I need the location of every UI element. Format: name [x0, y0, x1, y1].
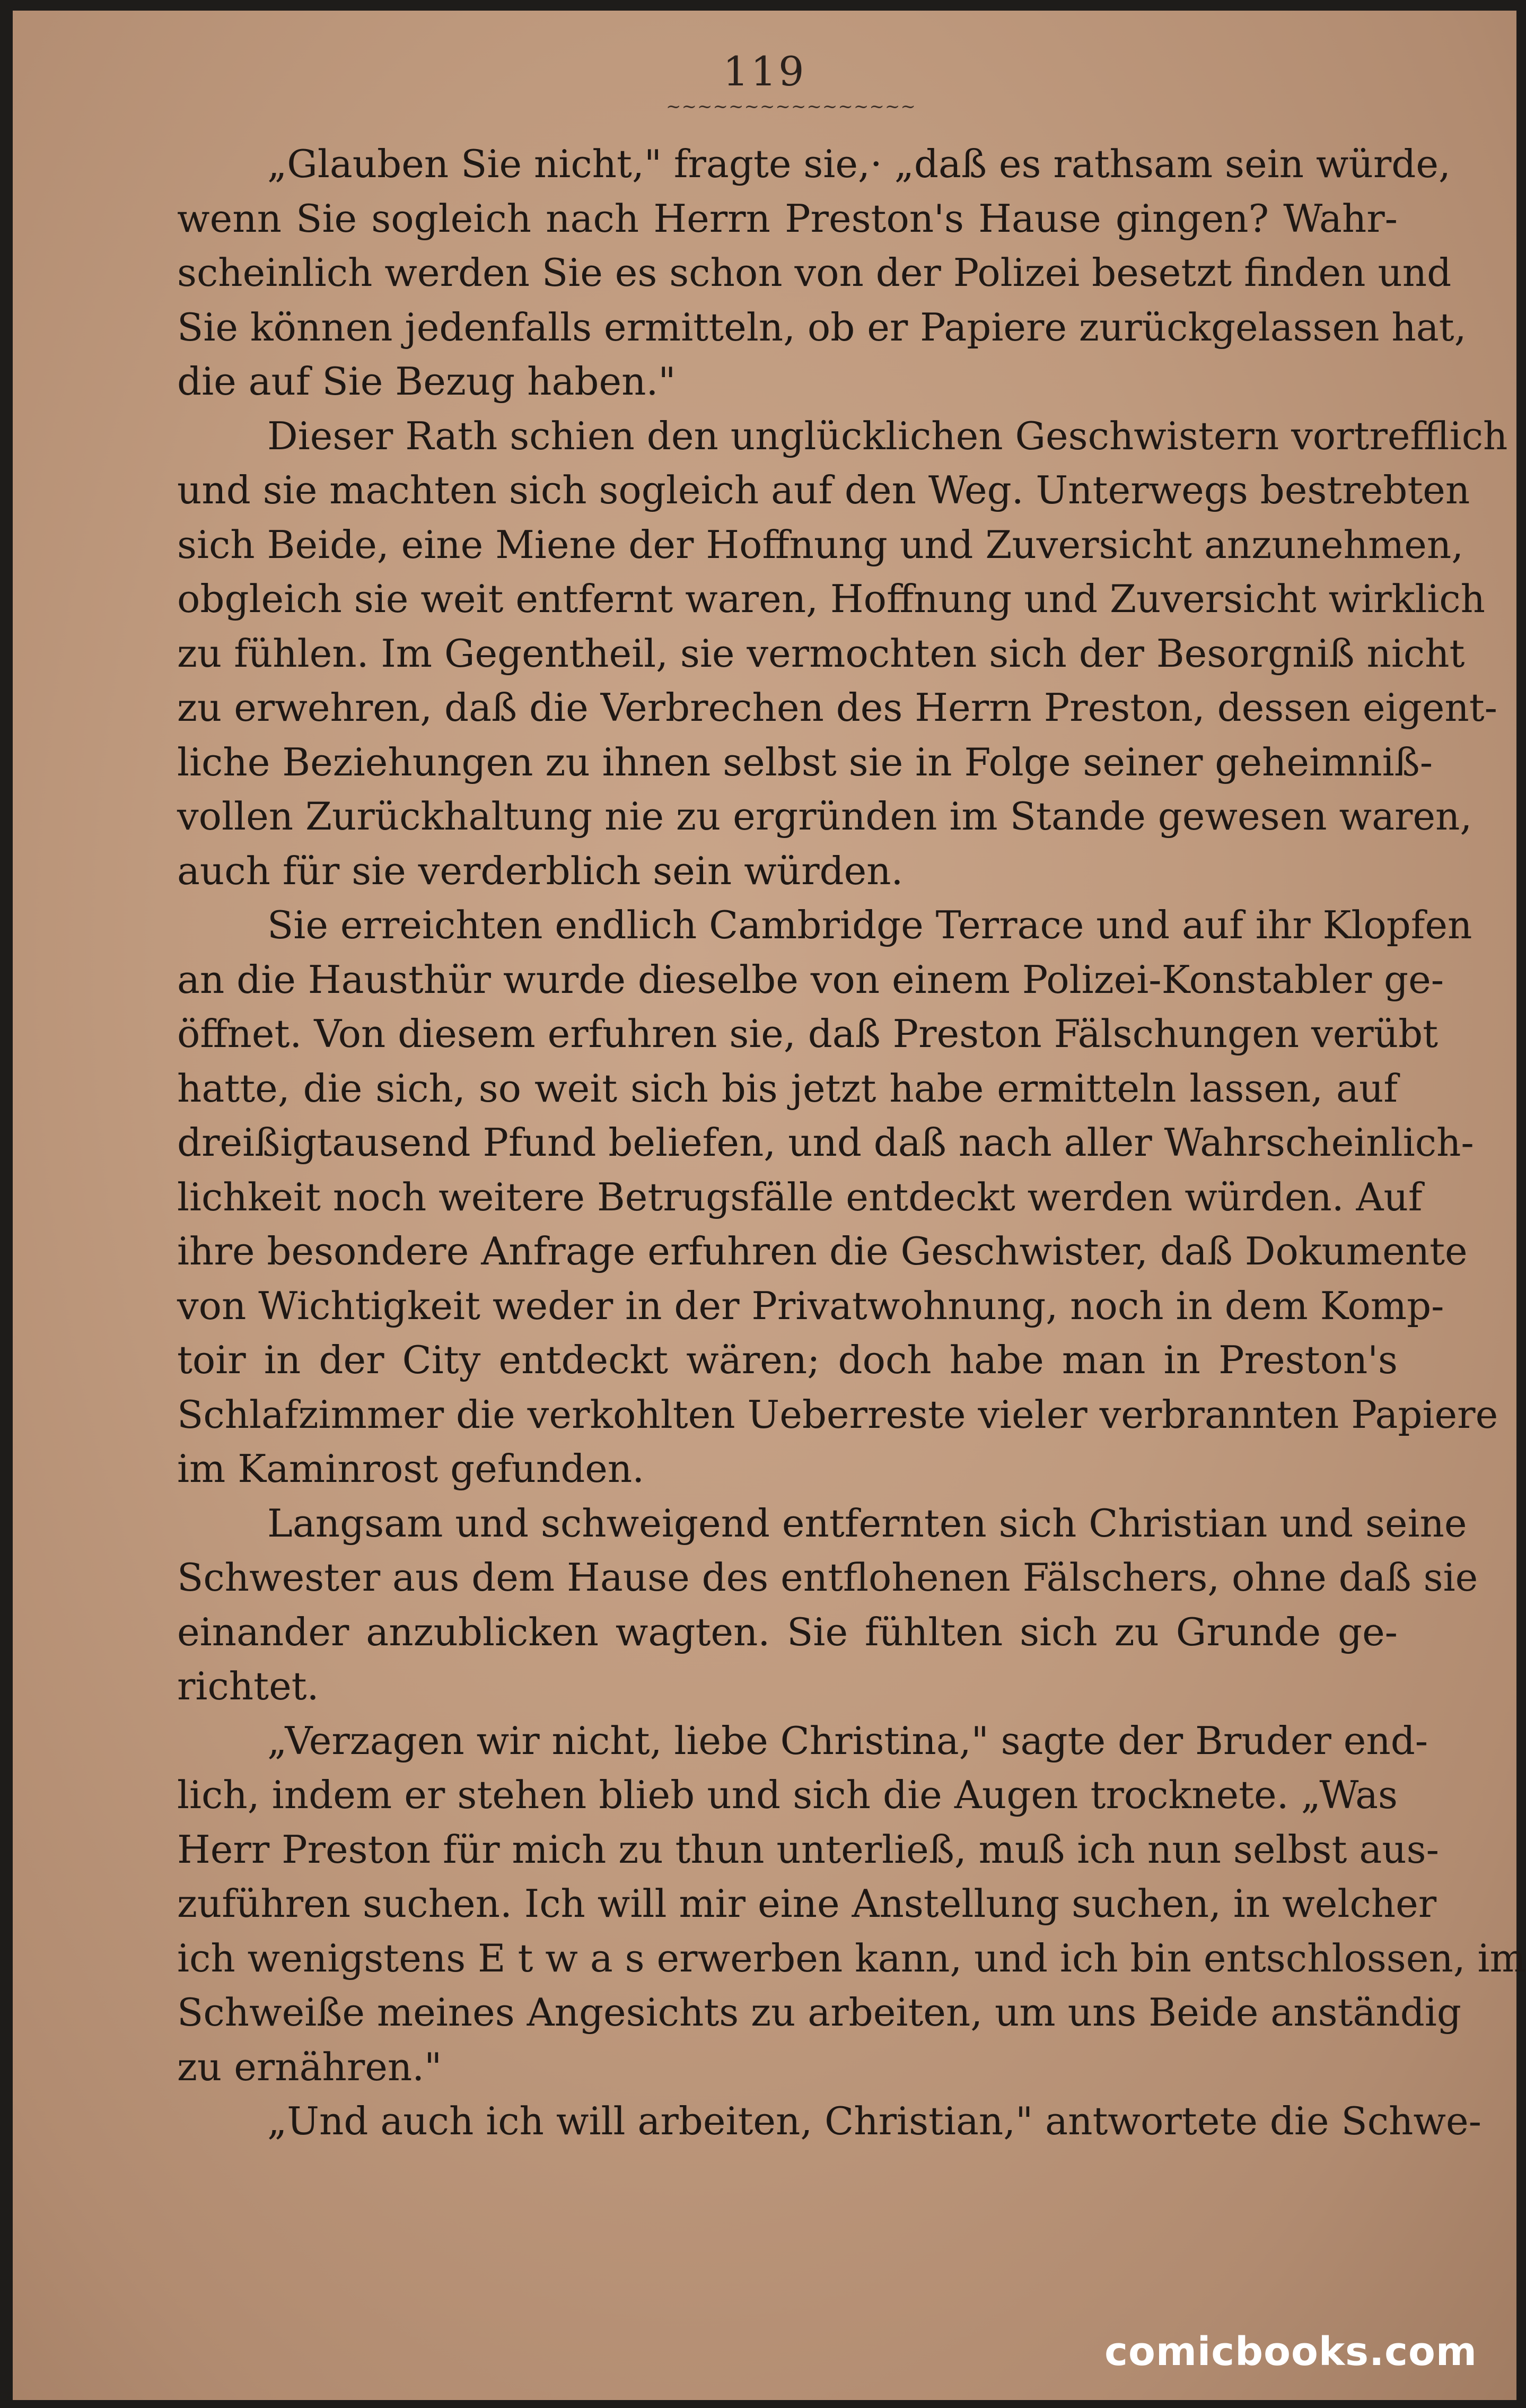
- text-line: einander anzublicken wagten. Sie fühlten sich zu Grunde ge-: [177, 1609, 1398, 1654]
- text-line: toir in der City entdeckt wären; doch habe man in Preston's: [177, 1338, 1398, 1382]
- text-line: im Kaminrost gefunden.: [177, 1446, 645, 1491]
- text-line: Schweiße meines Angesichts zu arbeiten, um uns Beide anständig: [177, 1990, 1461, 2035]
- text-line: vollen Zurückhaltung nie zu ergründen im Stande gewesen waren,: [177, 794, 1472, 839]
- text-line: von Wichtigkeit weder in der Privatwohnung, noch in dem Komp-: [177, 1283, 1444, 1328]
- text-line: „Glauben Sie nicht," fragte sie,· „daß es rathsam sein würde,: [267, 142, 1451, 186]
- text-line: zu erwehren, daß die Verbrechen des Herrn Preston, dessen eigent-: [177, 685, 1498, 730]
- text-line: sich Beide, eine Miene der Hoffnung und Zuversicht anzunehmen,: [177, 522, 1464, 567]
- text-line: ihre besondere Anfrage erfuhren die Geschwister, daß Dokumente: [177, 1229, 1468, 1273]
- text-line: Schlafzimmer die verkohlten Ueberreste vieler verbrannten Papiere: [177, 1392, 1498, 1437]
- text-line: obgleich sie weit entfernt waren, Hoffnung und Zuversicht wirklich: [177, 577, 1485, 621]
- text-line: ich wenigstens E t w a s erwerben kann, und ich bin entschlossen, im: [177, 1935, 1526, 1981]
- text-line: Sie können jedenfalls ermitteln, ob er Papiere zurückgelassen hat,: [177, 304, 1467, 350]
- site-watermark: comicbooks.com: [1104, 2329, 1477, 2375]
- text-line: „Verzagen wir nicht, liebe Christina," sagte der Bruder end-: [267, 1718, 1428, 1763]
- text-line: lich, indem er stehen blieb und sich die Augen trocknete. „Was: [177, 1773, 1398, 1817]
- text-line: „Und auch ich will arbeiten, Christian," antwortete die Schwe-: [267, 2099, 1481, 2143]
- text-line: liche Beziehungen zu ihnen selbst sie in Folge seiner geheimniß-: [177, 739, 1433, 784]
- text-line: Sie erreichten endlich Cambridge Terrace und auf ihr Klopfen: [267, 903, 1472, 947]
- text-line: auch für sie verderblich sein würden.: [177, 848, 904, 893]
- text-line: richtet.: [177, 1664, 319, 1708]
- text-line: lichkeit noch weitere Betrugsfälle entdeckt werden würden. Auf: [177, 1174, 1423, 1219]
- text-line: zuführen suchen. Ich will mir eine Anstellung suchen, in welcher: [177, 1881, 1437, 1926]
- header-ornament: ~~~~~~~~~~~~~~~~: [666, 96, 916, 117]
- text-line: öffnet. Von diesem erfuhren sie, daß Preston Fälschungen verübt: [177, 1011, 1439, 1056]
- text-line: die auf Sie Bezug haben.": [177, 359, 676, 404]
- body-text: [177, 137, 1526, 2149]
- text-line: Langsam und schweigend entfernten sich Christian und seine: [267, 1500, 1467, 1546]
- text-line: Schwester aus dem Hause des entflohenen Fälschers, ohne daß sie: [177, 1555, 1478, 1600]
- book-page: [13, 11, 1526, 2400]
- text-line: Herr Preston für mich zu thun unterließ, muß ich nun selbst aus-: [177, 1827, 1439, 1872]
- text-line: Dieser Rath schien den unglücklichen Geschwistern vortrefflich: [267, 413, 1508, 458]
- page-number: 119: [723, 48, 806, 95]
- text-line: zu fühlen. Im Gegentheil, sie vermochten sich der Besorgniß nicht: [177, 631, 1465, 676]
- text-line: und sie machten sich sogleich auf den Weg. Unterwegs bestrebten: [177, 468, 1470, 512]
- text-line: wenn Sie sogleich nach Herrn Preston's Hause gingen? Wahr-: [177, 196, 1398, 241]
- text-line: dreißigtausend Pfund beliefen, und daß nach aller Wahrscheinlich-: [177, 1120, 1474, 1165]
- text-line: zu ernähren.": [177, 2044, 442, 2089]
- text-line: scheinlich werden Sie es schon von der Polizei besetzt finden und: [177, 250, 1452, 295]
- text-line: an die Hausthür wurde dieselbe von einem Polizei-Konstabler ge-: [177, 957, 1444, 1002]
- text-line: hatte, die sich, so weit sich bis jetzt habe ermitteln lassen, auf: [177, 1066, 1398, 1111]
